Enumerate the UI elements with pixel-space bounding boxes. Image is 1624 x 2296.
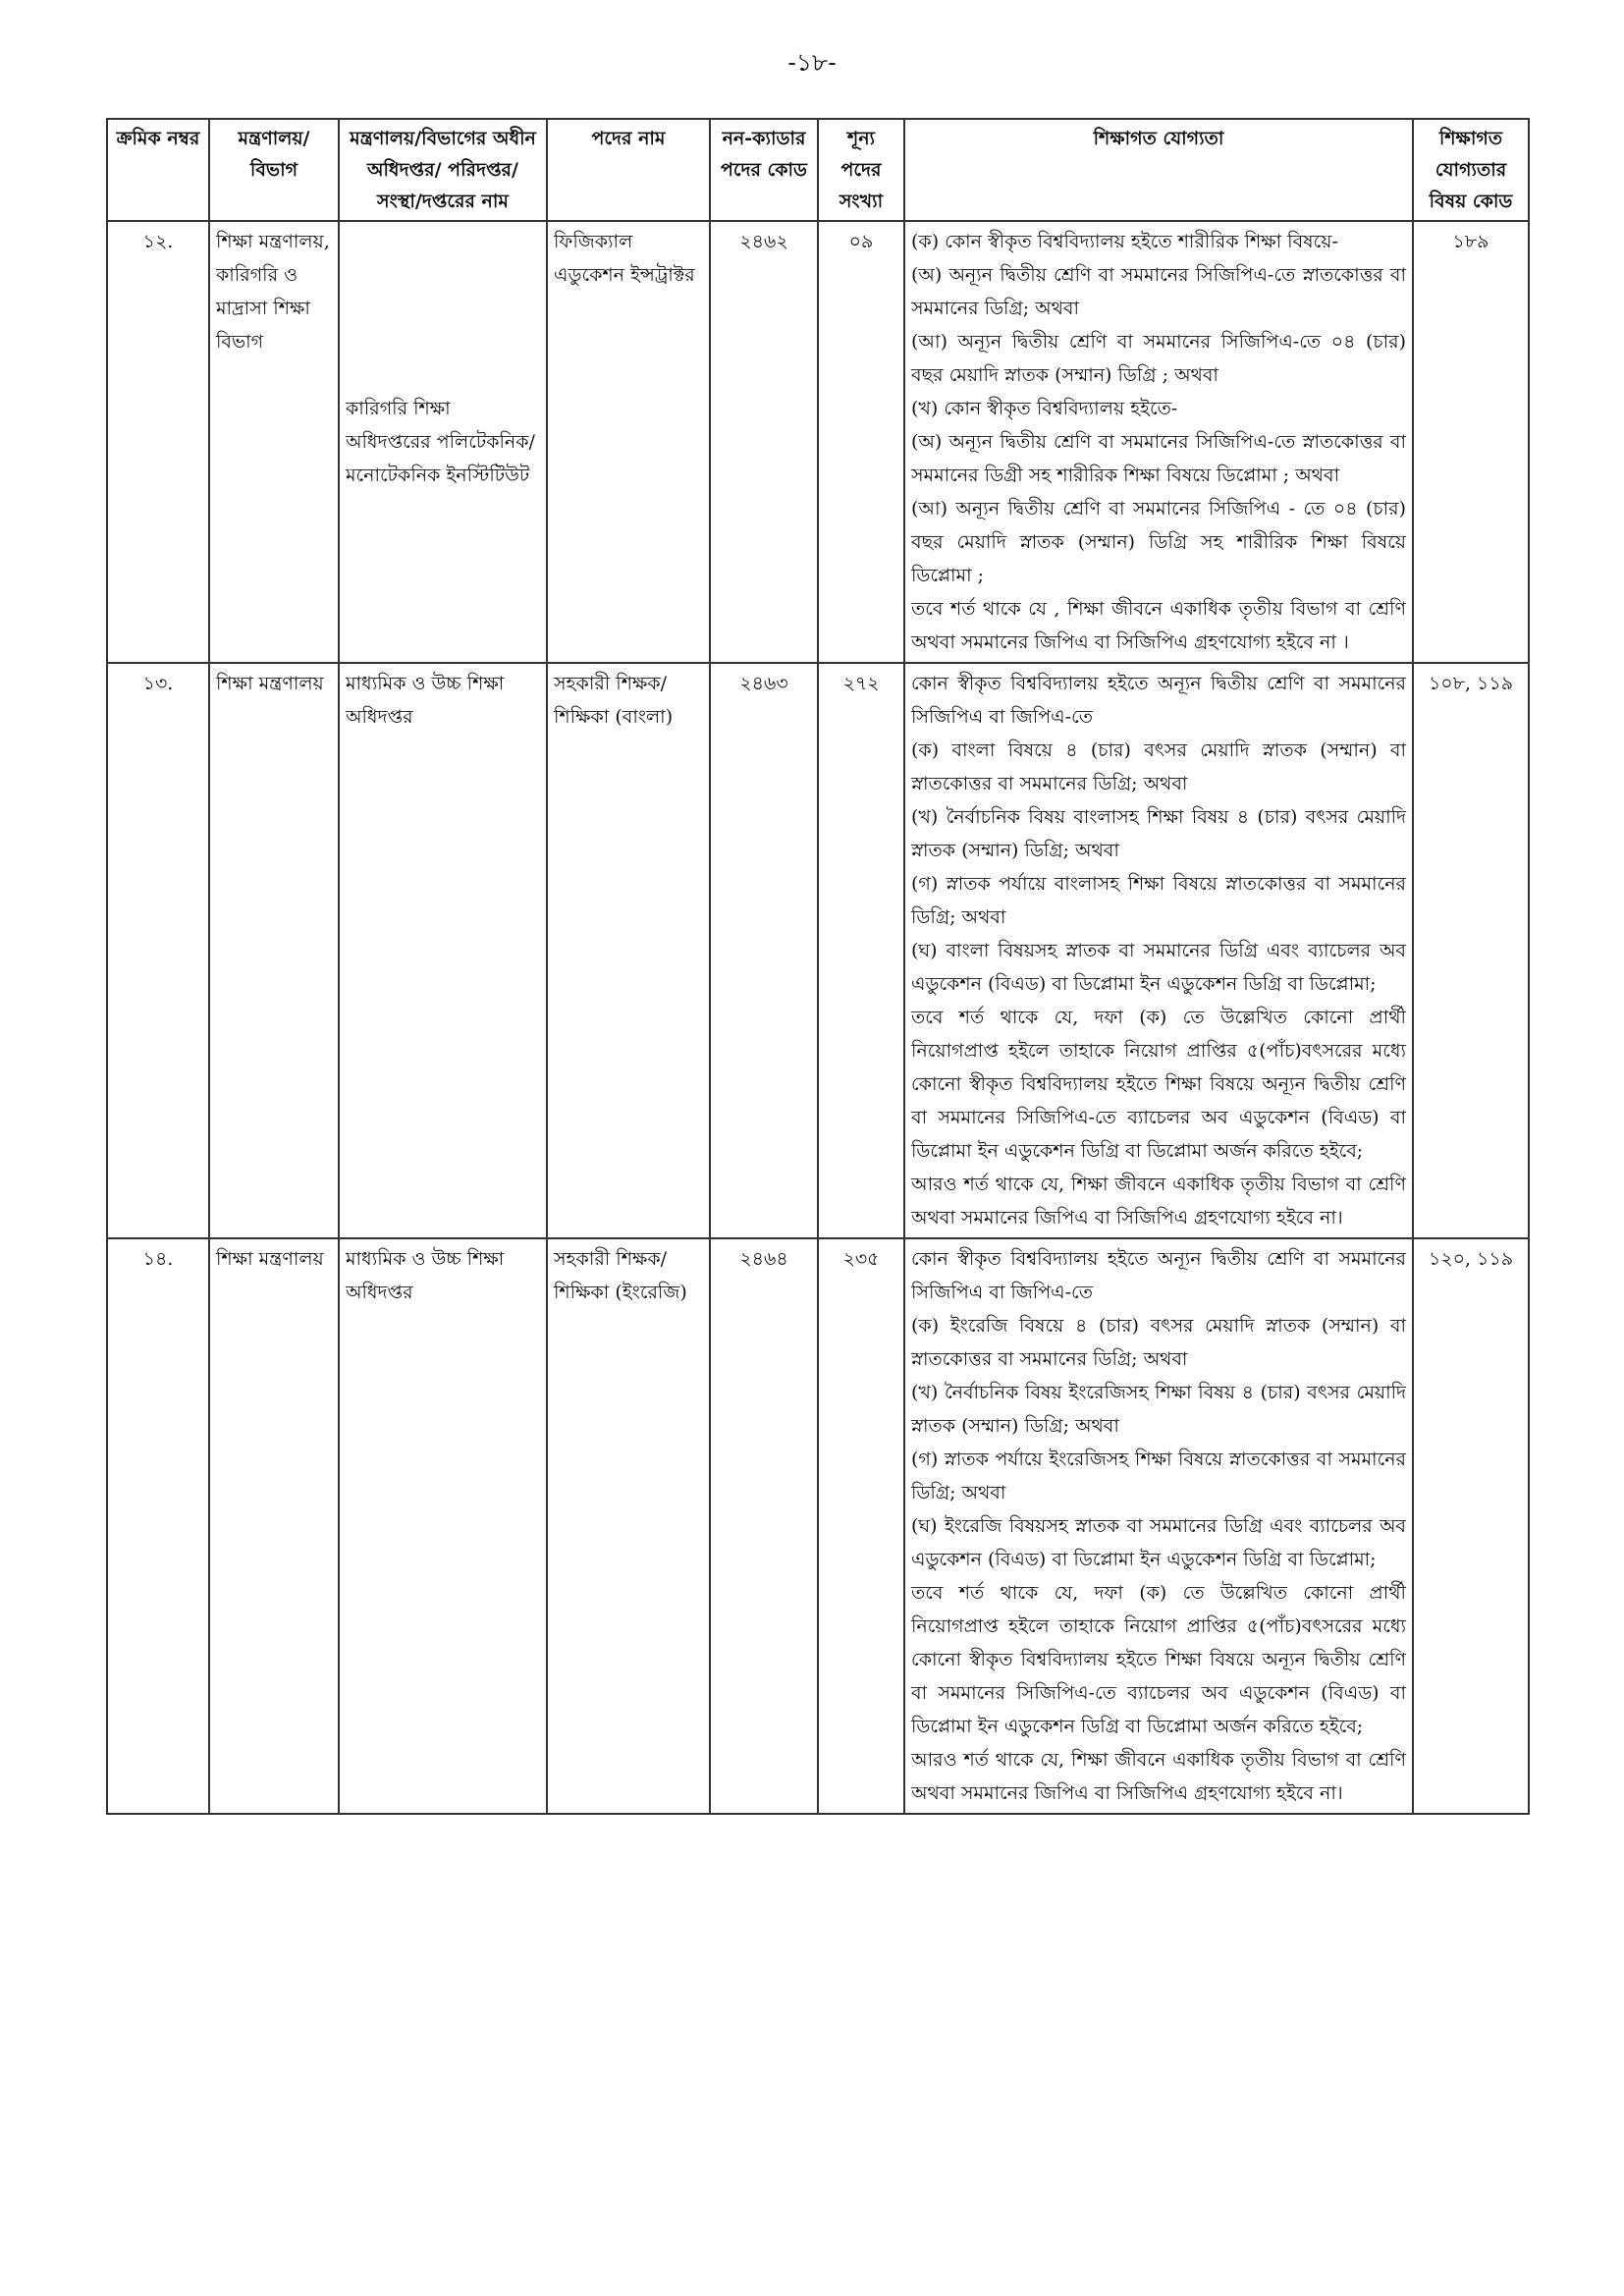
vacancies-cell: ০৯ (818, 221, 904, 663)
department-cell: মাধ্যমিক ও উচ্চ শিক্ষা অধিদপ্তর (339, 663, 547, 1238)
vacancies-cell: ২৩৫ (818, 1238, 904, 1814)
qualification-line: (গ) স্নাতক পর্যায়ে ইংরেজিসহ শিক্ষা বিষয়ে স্নাতকোত্তর বা সমমানের ডিগ্রি; অথবা (911, 1449, 1406, 1503)
post-name-cell: সহকারী শিক্ষক/ শিক্ষিকা (বাংলা) (547, 663, 710, 1238)
header-vacancies: শূন্য পদের সংখ্যা (818, 119, 904, 221)
header-subject-code: শিক্ষাগত যোগ্যতার বিষয় কোড (1413, 119, 1529, 221)
table-row (107, 663, 1529, 1238)
qualification-cell (904, 1238, 1413, 1814)
subject-code-cell: ১২০, ১১৯ (1413, 1238, 1529, 1814)
qualification-line: তবে শর্ত থাকে যে, দফা (ক) তে উল্লেখিত কোনো প্রার্থী নিয়োগপ্রাপ্ত হইলে তাহাকে নিয়োগ প্রাপ্তির ৫(পাঁচ)বৎসরের মধ্যে কোনো স্বীকৃত বিশ্ববিদ্যালয় হইতে শিক্ষা বিষয়ে অন্যূন দ্বিতীয় শ্রেণি বা সমমানের সিজিপিএ-তে ব্যাচেলর অব এডুকেশন (বিএড) বা ডিপ্লোমা ইন এডুকেশন ডিগ্রি বা ডিপ্লোমা অর্জন করিতে হইবে; (911, 1007, 1406, 1162)
qualification-line: (ক) বাংলা বিষয়ে ৪ (চার) বৎসর মেয়াদি স্নাতক (সম্মান) বা স্নাতকোত্তর বা সমমানের ডিগ্রি; অথবা (911, 739, 1406, 794)
post-name-cell: ফিজিক্যাল এডুকেশন ইন্সট্রাক্টর (547, 221, 710, 663)
qualification-cell (904, 221, 1413, 663)
header-department: মন্ত্রণালয়/বিভাগের অধীন অধিদপ্তর/ পরিদপ্তর/ সংস্থা/দপ্তরের নাম (339, 119, 547, 221)
vacancy-table (106, 118, 1530, 1815)
qualification-line: কোন স্বীকৃত বিশ্ববিদ্যালয় হইতে অন্যূন দ্বিতীয় শ্রেণি বা সমমানের সিজিপিএ বা জিপিএ-তে (911, 1248, 1406, 1303)
ministry-cell: শিক্ষা মন্ত্রণালয়, কারিগরি ও মাদ্রাসা শিক্ষা বিভাগ (209, 221, 339, 663)
qualification-line: আরও শর্ত থাকে যে, শিক্ষা জীবনে একাধিক তৃতীয় বিভাগ বা শ্রেণি অথবা সমমানের জিপিএ বা সিজিপিএ গ্রহণযোগ্য হইবে না। (911, 1174, 1406, 1229)
qualification-line: তবে শর্ত থাকে যে, দফা (ক) তে উল্লেখিত কোনো প্রার্থী নিয়োগপ্রাপ্ত হইলে তাহাকে নিয়োগ প্রাপ্তির ৫(পাঁচ)বৎসরের মধ্যে কোনো স্বীকৃত বিশ্ববিদ্যালয় হইতে শিক্ষা বিষয়ে অন্যূন দ্বিতীয় শ্রেণি বা সমমানের সিজিপিএ-তে ব্যাচেলর অব এডুকেশন (বিএড) বা ডিপ্লোমা ইন এডুকেশন ডিগ্রি বা ডিপ্লোমা অর্জন করিতে হইবে; (911, 1582, 1406, 1737)
serial-cell: ১৪. (107, 1238, 209, 1814)
page-number: -১৮- (787, 48, 837, 77)
table-row (107, 221, 1529, 663)
subject-code-cell: ১০৮, ১১৯ (1413, 663, 1529, 1238)
qualification-line: (খ) নৈর্বাচনিক বিষয় ইংরেজিসহ শিক্ষা বিষয় ৪ (চার) বৎসর মেয়াদি স্নাতক (সম্মান) ডিগ্রি; অথবা (911, 1382, 1406, 1437)
post-code-cell: ২৪৬২ (710, 221, 818, 663)
header-serial: ক্রমিক নম্বর (107, 119, 209, 221)
serial-cell: ১২. (107, 221, 209, 663)
serial-cell: ১৩. (107, 663, 209, 1238)
qualification-line: (আ) অন্যূন দ্বিতীয় শ্রেণি বা সমমানের সিজিপিএ-তে ০৪ (চার) বছর মেয়াদি স্নাতক (সম্মান) ডিগ্রি ; অথবা (911, 331, 1406, 386)
qualification-line: (অ) অন্যূন দ্বিতীয় শ্রেণি বা সমমানের সিজিপিএ-তে স্নাতকোত্তর বা সমমানের ডিগ্রি; অথবা (911, 264, 1406, 319)
qualification-line: (ক) ইংরেজি বিষয়ে ৪ (চার) বৎসর মেয়াদি স্নাতক (সম্মান) বা স্নাতকোত্তর বা সমমানের ডিগ্রি; অথবা (911, 1315, 1406, 1370)
header-ministry: মন্ত্রণালয়/ বিভাগ (209, 119, 339, 221)
qualification-line: (আ) অন্যূন দ্বিতীয় শ্রেণি বা সমমানের সিজিপিএ - তে ০৪ (চার) বছর মেয়াদি স্নাতক (সম্মান) ডিগ্রি সহ শারীরিক শিক্ষা বিষয়ে ডিপ্লোমা ; (911, 498, 1406, 586)
qualification-line: (ক) কোন স্বীকৃত বিশ্ববিদ্যালয় হইতে শারীরিক শিক্ষা বিষয়ে- (911, 231, 1338, 252)
vacancies-cell: ২৭২ (818, 663, 904, 1238)
qualification-line: তবে শর্ত থাকে যে , শিক্ষা জীবনে একাধিক তৃতীয় বিভাগ বা শ্রেণি অথবা সমমানের জিপিএ বা সিজিপিএ গ্রহণযোগ্য হইবে না । (911, 598, 1406, 653)
ministry-cell: শিক্ষা মন্ত্রণালয় (209, 1238, 339, 1814)
qualification-line: আরও শর্ত থাকে যে, শিক্ষা জীবনে একাধিক তৃতীয় বিভাগ বা শ্রেণি অথবা সমমানের জিপিএ বা সিজিপিএ গ্রহণযোগ্য হইবে না। (911, 1749, 1406, 1804)
qualification-line: (খ) নৈর্বাচনিক বিষয় বাংলাসহ শিক্ষা বিষয় ৪ (চার) বৎসর মেয়াদি স্নাতক (সম্মান) ডিগ্রি; অথবা (911, 806, 1406, 861)
post-code-cell: ২৪৬৪ (710, 1238, 818, 1814)
qualification-cell (904, 663, 1413, 1238)
post-code-cell: ২৪৬৩ (710, 663, 818, 1238)
post-name-cell: সহকারী শিক্ষক/ শিক্ষিকা (ইংরেজি) (547, 1238, 710, 1814)
header-post-code: নন-ক্যাডার পদের কোড (710, 119, 818, 221)
qualification-line: কোন স্বীকৃত বিশ্ববিদ্যালয় হইতে অন্যূন দ্বিতীয় শ্রেণি বা সমমানের সিজিপিএ বা জিপিএ-তে (911, 673, 1406, 728)
header-qualification: শিক্ষাগত যোগ্যতা (904, 119, 1413, 221)
qualification-line: (অ) অন্যূন দ্বিতীয় শ্রেণি বা সমমানের সিজিপিএ-তে স্নাতকোত্তর বা সমমানের ডিগ্রী সহ শারীরিক শিক্ষা বিষয়ে ডিপ্লোমা ; অথবা (911, 431, 1406, 486)
table-row (107, 1238, 1529, 1814)
qualification-line: (ঘ) বাংলা বিষয়সহ স্নাতক বা সমমানের ডিগ্রি এবং ব্যাচেলর অব এডুকেশন (বিএড) বা ডিপ্লোমা ইন এডুকেশন ডিগ্রি বা ডিপ্লোমা; (911, 940, 1406, 995)
department-text: কারিগরি শিক্ষা অধিদপ্তরের পলিটেকনিক/ মনোটেকনিক ইনস্টিটিউট (346, 398, 535, 486)
qualification-line: (ঘ) ইংরেজি বিষয়সহ স্নাতক বা সমমানের ডিগ্রি এবং ব্যাচেলর অব এডুকেশন (বিএড) বা ডিপ্লোমা ইন এডুকেশন ডিগ্রি বা ডিপ্লোমা; (911, 1515, 1406, 1570)
subject-code-cell: ১৮৯ (1413, 221, 1529, 663)
qualification-line: (খ) কোন স্বীকৃত বিশ্ববিদ্যালয় হইতে- (911, 398, 1178, 419)
department-cell (339, 221, 547, 663)
table-header-row (107, 119, 1529, 221)
qualification-line: (গ) স্নাতক পর্যায়ে বাংলাসহ শিক্ষা বিষয়ে স্নাতকোত্তর বা সমমানের ডিগ্রি; অথবা (911, 873, 1406, 928)
ministry-cell: শিক্ষা মন্ত্রণালয় (209, 663, 339, 1238)
header-post-name: পদের নাম (547, 119, 710, 221)
department-cell: মাধ্যমিক ও উচ্চ শিক্ষা অধিদপ্তর (339, 1238, 547, 1814)
